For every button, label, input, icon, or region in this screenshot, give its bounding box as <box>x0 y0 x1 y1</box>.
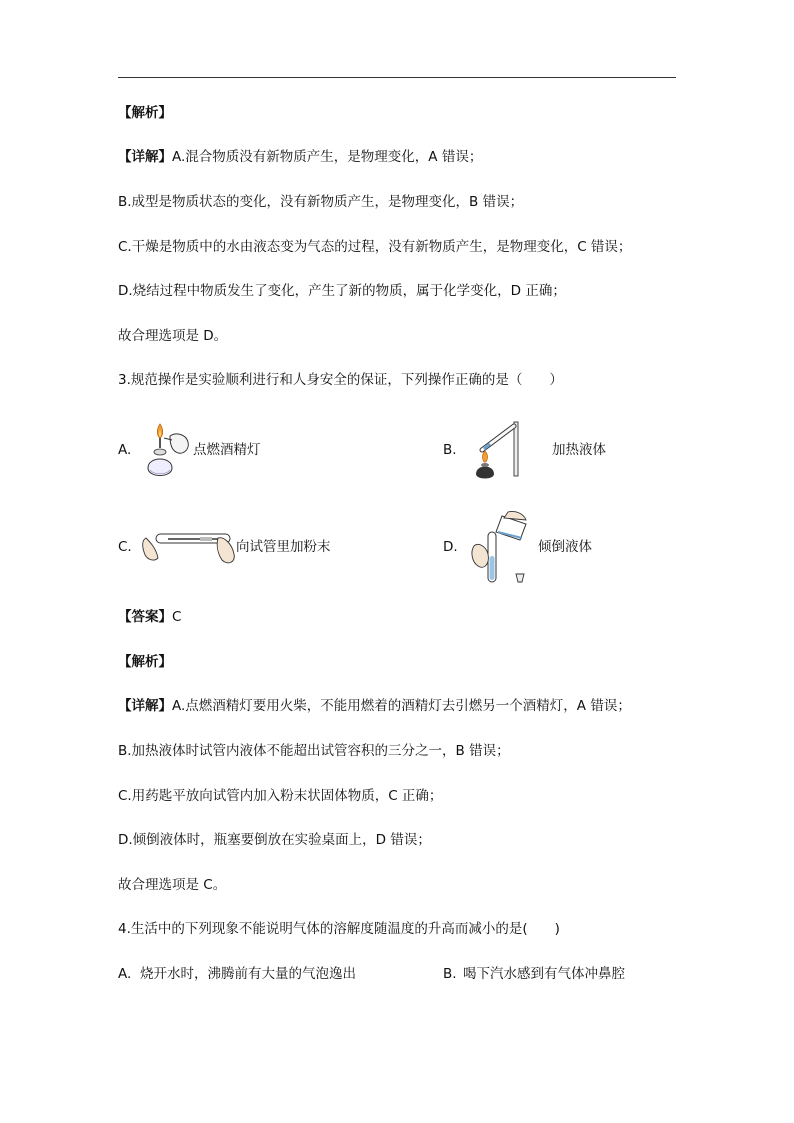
question-stem: 4.生活中的下列现象不能说明气体的溶解度随温度的升高而减小的是( ) <box>118 921 560 937</box>
heating-liquid-icon <box>466 416 528 484</box>
option-letter-d: D. <box>443 539 458 555</box>
detail-line <box>118 148 482 166</box>
pouring-liquid-icon <box>464 506 534 588</box>
detail-line: B.加热液体时试管内液体不能超出试管容积的三分之一，B 错误； <box>118 743 510 759</box>
lighting-alcohol-lamp-icon <box>136 418 192 484</box>
option-text-c: 向试管里加粉末 <box>236 539 331 555</box>
detail-line <box>118 697 631 715</box>
option-letter-b: B. <box>443 966 457 982</box>
detail-line: D.倾倒液体时，瓶塞要倒放在实验桌面上，D 错误； <box>118 832 431 848</box>
detail-label: 【详解】 <box>118 149 172 165</box>
detail-text: A.混合物质没有新物质产生，是物理变化，A 错误； <box>172 149 483 165</box>
option-letter-a: A. <box>118 442 132 458</box>
option-letter-a: A. <box>118 966 132 982</box>
option-text-b: 加热液体 <box>552 442 606 458</box>
answer-value: C <box>172 609 182 625</box>
option-letter-b: B. <box>443 442 457 458</box>
option-letter-c: C. <box>118 539 132 555</box>
detail-text: A.点燃酒精灯要用火柴，不能用燃着的酒精灯去引燃另一个酒精灯，A 错误； <box>172 698 631 714</box>
adding-powder-icon <box>140 518 238 570</box>
detail-line: D.烧结过程中物质发生了变化，产生了新的物质，属于化学变化，D 正确； <box>118 283 566 299</box>
answer-line <box>118 608 181 626</box>
option-text-a: 点燃酒精灯 <box>193 442 261 458</box>
conclusion-line: 故合理选项是 D。 <box>118 328 228 344</box>
analysis-heading: 【解析】 <box>118 105 172 121</box>
option-text-b: 喝下汽水感到有气体冲鼻腔 <box>463 966 625 982</box>
detail-label: 【详解】 <box>118 698 172 714</box>
conclusion-line: 故合理选项是 C。 <box>118 877 227 893</box>
header-rule <box>118 77 676 78</box>
option-text-d: 倾倒液体 <box>538 539 592 555</box>
detail-line: B.成型是物质状态的变化，没有新物质产生，是物理变化，B 错误； <box>118 194 524 210</box>
answer-label: 【答案】 <box>118 609 172 625</box>
question-stem: 3.规范操作是实验顺利进行和人身安全的保证，下列操作正确的是（ ） <box>118 372 563 388</box>
option-text-a: 烧开水时，沸腾前有大量的气泡逸出 <box>140 966 356 982</box>
detail-line: C.干燥是物质中的水由液态变为气态的过程，没有新物质产生，是物理变化，C 错误； <box>118 239 632 255</box>
analysis-heading: 【解析】 <box>118 654 172 670</box>
detail-line: C.用药匙平放向试管内加入粉末状固体物质，C 正确； <box>118 788 443 804</box>
